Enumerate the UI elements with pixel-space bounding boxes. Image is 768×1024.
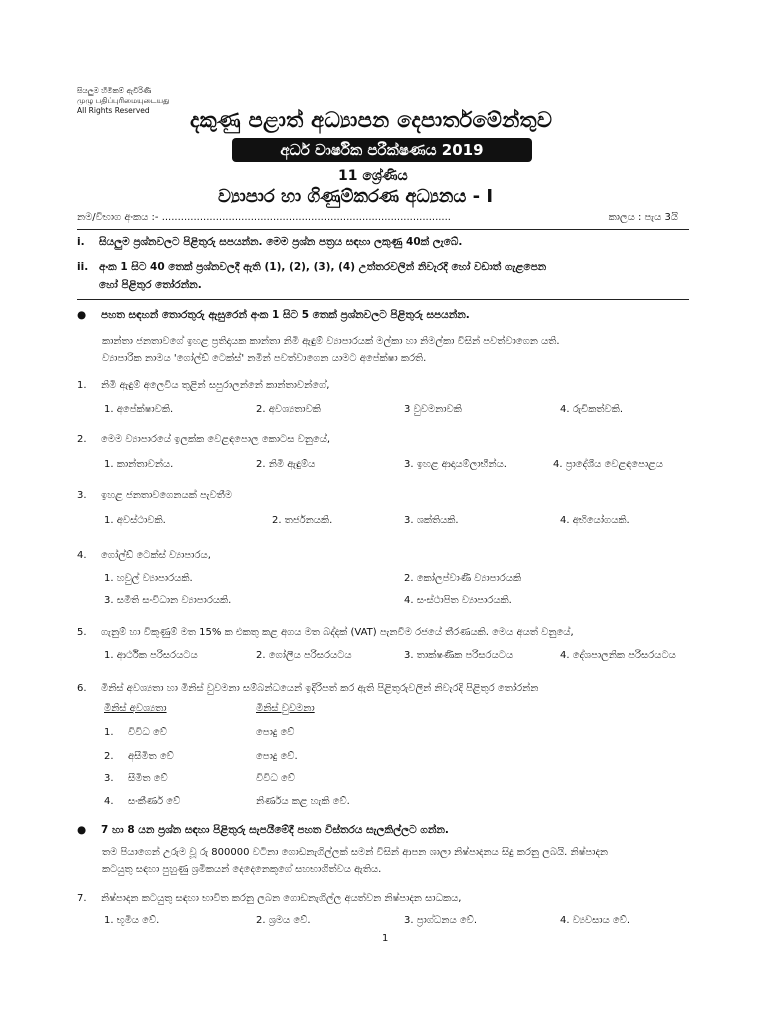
- option[interactable]: 3. සමීති සංවිධාන ව්‍යාපාරයකි.: [104, 595, 232, 606]
- option[interactable]: 4. සංස්ථාපිත ව්‍යාපාරයකි.: [404, 595, 512, 606]
- divider: [77, 299, 689, 300]
- option[interactable]: 2. නිමි ඇඳුම්ය: [256, 459, 316, 470]
- table-header-needs: මිනිස් අවශ්‍යතා: [104, 703, 167, 714]
- question-number: 4.: [77, 550, 87, 561]
- question-1: [77, 380, 329, 391]
- question-number: 5.: [77, 627, 87, 638]
- question-text: ගෝල්ඩ් ටෙක්ස් ව්‍යාපාරය,: [101, 550, 211, 561]
- rights-line-tamil: முழு பதிப்புரிமையுடையது: [77, 96, 170, 105]
- instruction-text: අංක 1 සිට 40 තෙක් ප්‍රශ්නවලදී ඇති (1), (2), (3), (4) උත්තරවලින් නිවැරදි හෝ වඩාත් ගැළපෙන: [99, 261, 547, 273]
- question-text: ඉහළ ජනතාවගෙනයක් පැවතීම: [101, 490, 233, 501]
- table-row-num[interactable]: 4.: [104, 796, 114, 807]
- table-cell: නිර්ණය කළ හැකි වේ.: [256, 796, 350, 807]
- question-number: 6.: [77, 683, 87, 694]
- section1-passage: [102, 333, 692, 367]
- department-title: දකුණු පළාත් අධ්‍යාපන දෙපාර්තමේන්තුව: [190, 108, 553, 132]
- question-text: නිෂ්පාදන කටයුතු සඳහා භාවිත කරනු ලබන ගොඩනැගිල්ල අයත්වන නිෂ්පාදන සාධකය,: [101, 893, 462, 904]
- bullet-icon: ●: [77, 824, 87, 836]
- question-text: මෙම ව්‍යාපාරයේ ඉලක්ක වෙළඳපොල කොටස වනුයේ,: [101, 434, 331, 445]
- table-row-num[interactable]: 1.: [104, 727, 114, 738]
- instruction-mark: i.: [77, 236, 85, 248]
- option[interactable]: 2. ශ්‍රමය වේ.: [256, 915, 311, 926]
- section1-heading-text: පහත සඳහන් තොරතුරු ඇසුරෙන් අංක 1 සිට 5 තෙක් ප්‍රශ්නවලට පිළිතුරු සපයන්න.: [101, 309, 470, 321]
- question-3: [77, 490, 232, 501]
- option[interactable]: 1. අවස්ථාවකි.: [104, 515, 166, 526]
- bullet-icon: ●: [77, 309, 87, 321]
- question-number: 1.: [77, 380, 87, 391]
- instruction-2: [77, 261, 546, 274]
- passage-line: තම පියාගෙන් උරුම වූ රු 800000 වටිනා ගොඩනැගිල්ලක් සමන් විසින් ආපන ශාලා නිෂ්පාදනය සිදු කරනු ලබයි. නිෂ්පාදන: [102, 847, 609, 858]
- instruction-text: සියලුම ප්‍රශ්නවලට පිළිතුරු සපයන්න. මෙම ප්‍රශ්න පත්‍රය සඳහා ලකුණු 40ක් ලැබේ.: [99, 236, 463, 248]
- table-cell: සංකීර්ණ වේ: [128, 796, 181, 807]
- option[interactable]: 2. කෝලප්වාණී ව්‍යාපාරයකි: [404, 573, 522, 584]
- option[interactable]: 2. අවශ්‍යතාවකි: [256, 404, 321, 415]
- name-index-row: නම/විභාග අංකය :- ...........................................................................................: [77, 212, 451, 223]
- option[interactable]: 1. ආර්ථික පරිසරයටය: [104, 650, 198, 661]
- option[interactable]: 2. තර්ජනයකි.: [272, 515, 333, 526]
- option[interactable]: 3. තාක්ෂණික පරිසරයටය: [404, 650, 514, 661]
- instruction-text: හෝ පිළිතුර තෝරන්න.: [99, 279, 202, 291]
- grade-label: 11 ශ්‍රේණිය: [338, 168, 408, 184]
- question-text: නිමි ඇඳුම් අලෙවිය තුළින් සපුරාලන්නේ කාන්තාවන්ගේ,: [101, 380, 330, 391]
- divider: [77, 229, 689, 230]
- question-4: [77, 550, 211, 561]
- passage-line: ව්‍යාපාරික නාමය 'ගෝල්ඩ් ටෙක්ස්' නමින් පවත්වාගෙන යාමට අපේක්ෂා කරති.: [102, 353, 427, 364]
- instruction-2-cont: [99, 279, 202, 292]
- exam-title-banner: අර්ධ වාර්ෂික පරීක්ෂණය 2019: [232, 138, 532, 162]
- option[interactable]: 4. ප්‍රාදේශීය වෙළඳපොළය: [553, 459, 663, 470]
- question-number: 2.: [77, 434, 87, 445]
- option[interactable]: 3 වුවමනාවකි: [404, 404, 462, 415]
- option[interactable]: 4. අභියෝගයකි.: [560, 515, 630, 526]
- option[interactable]: 1. අපේක්ෂාවකි.: [104, 404, 174, 415]
- instruction-mark: ii.: [77, 261, 89, 273]
- question-2: [77, 434, 330, 445]
- section1-heading: [77, 309, 470, 322]
- table-header-wants: මිනිස් වුවමනා: [256, 703, 315, 714]
- table-cell: පොදු වේ: [256, 727, 295, 738]
- option[interactable]: 1. හවුල් ව්‍යාපාරයකි.: [104, 573, 193, 584]
- option[interactable]: 2. ගෝලීය පරිසරයටය: [256, 650, 352, 661]
- time-allowed: කාලය : පැය 3යි: [608, 212, 678, 223]
- question-5: [77, 627, 574, 638]
- option[interactable]: 4. දේශපාලනික පරිසරයටය: [560, 650, 676, 661]
- table-cell: විවිධ වේ: [128, 727, 167, 738]
- option[interactable]: 3. ඉහළ ආදායම්ලාභීන්ය.: [404, 459, 507, 470]
- question-text: මිනිස් අවශ්‍යතා හා මිනිස් වුවමනා සම්බන්ධයෙන් ඉදිරිපත් කර ඇති පිළිතුරුවලින් නිවැරදි පිළිතුර තෝරන්න: [101, 683, 539, 694]
- passage-line: කටයුතු සඳහා පුහුණු ශ්‍රමිකයන් දෙදෙනෙකුගේ සහභාගිත්වය ඇතිය.: [102, 864, 382, 875]
- subject-title: ව්‍යාපාර හා ගිණුම්කරණ අධ්‍යනය - I: [218, 186, 494, 207]
- option[interactable]: 4. රුචිකත්වකි.: [560, 404, 623, 415]
- table-cell: විවිධ වේ: [256, 773, 295, 784]
- instruction-1: [77, 236, 462, 249]
- question-6: [77, 683, 538, 694]
- option[interactable]: 1. භූමිය වේ.: [104, 915, 160, 926]
- option[interactable]: 3. ප්‍රාග්ධනය වේ.: [404, 915, 478, 926]
- option[interactable]: 4. ව්‍යවසාය වේ.: [560, 915, 631, 926]
- table-row-num[interactable]: 2.: [104, 751, 114, 762]
- question-number: 3.: [77, 490, 87, 501]
- page-number: 1: [382, 933, 389, 944]
- section2-heading-text: 7 හා 8 යන ප්‍රශ්න සඳහා පිළිතුරු සැපයීමේදී පහත විස්තරය සැලකිල්ලට ගන්න.: [101, 824, 449, 836]
- rights-notice: [77, 86, 170, 116]
- rights-line-sinhala: සියලුම හිමිකම් ඇවිරිණි: [77, 86, 152, 95]
- question-text: ගැනුම් හා විකුණුම් මත 15% ක එකතු කළ අගය මත බද්දක් (VAT) පැනවීම රජයේ තීරණයකි. මෙය අයත් වනුයේ,: [101, 627, 574, 638]
- section2-passage: [102, 844, 692, 878]
- rights-line-english: All Rights Reserved: [77, 106, 150, 115]
- table-row-num[interactable]: 3.: [104, 773, 114, 784]
- section2-heading: [77, 824, 449, 837]
- question-number: 7.: [77, 893, 87, 904]
- table-cell: සීමිත වේ: [128, 773, 168, 784]
- table-cell: පොදු වේ.: [256, 751, 298, 762]
- option[interactable]: 3. ශක්තියකි.: [404, 515, 459, 526]
- question-7: [77, 893, 462, 904]
- passage-line: කාන්තා ජනතාවගේ ඉහළ ප්‍රතිදායක කාන්තා නිමි ඇඳුම් ව්‍යාපාරයක් මල්කා හා නිමල්කා විසින් පවත්වාගෙන යති.: [102, 336, 560, 347]
- table-cell: අසීමිත වේ: [128, 751, 174, 762]
- option[interactable]: 1. කාන්තාවන්ය.: [104, 459, 174, 470]
